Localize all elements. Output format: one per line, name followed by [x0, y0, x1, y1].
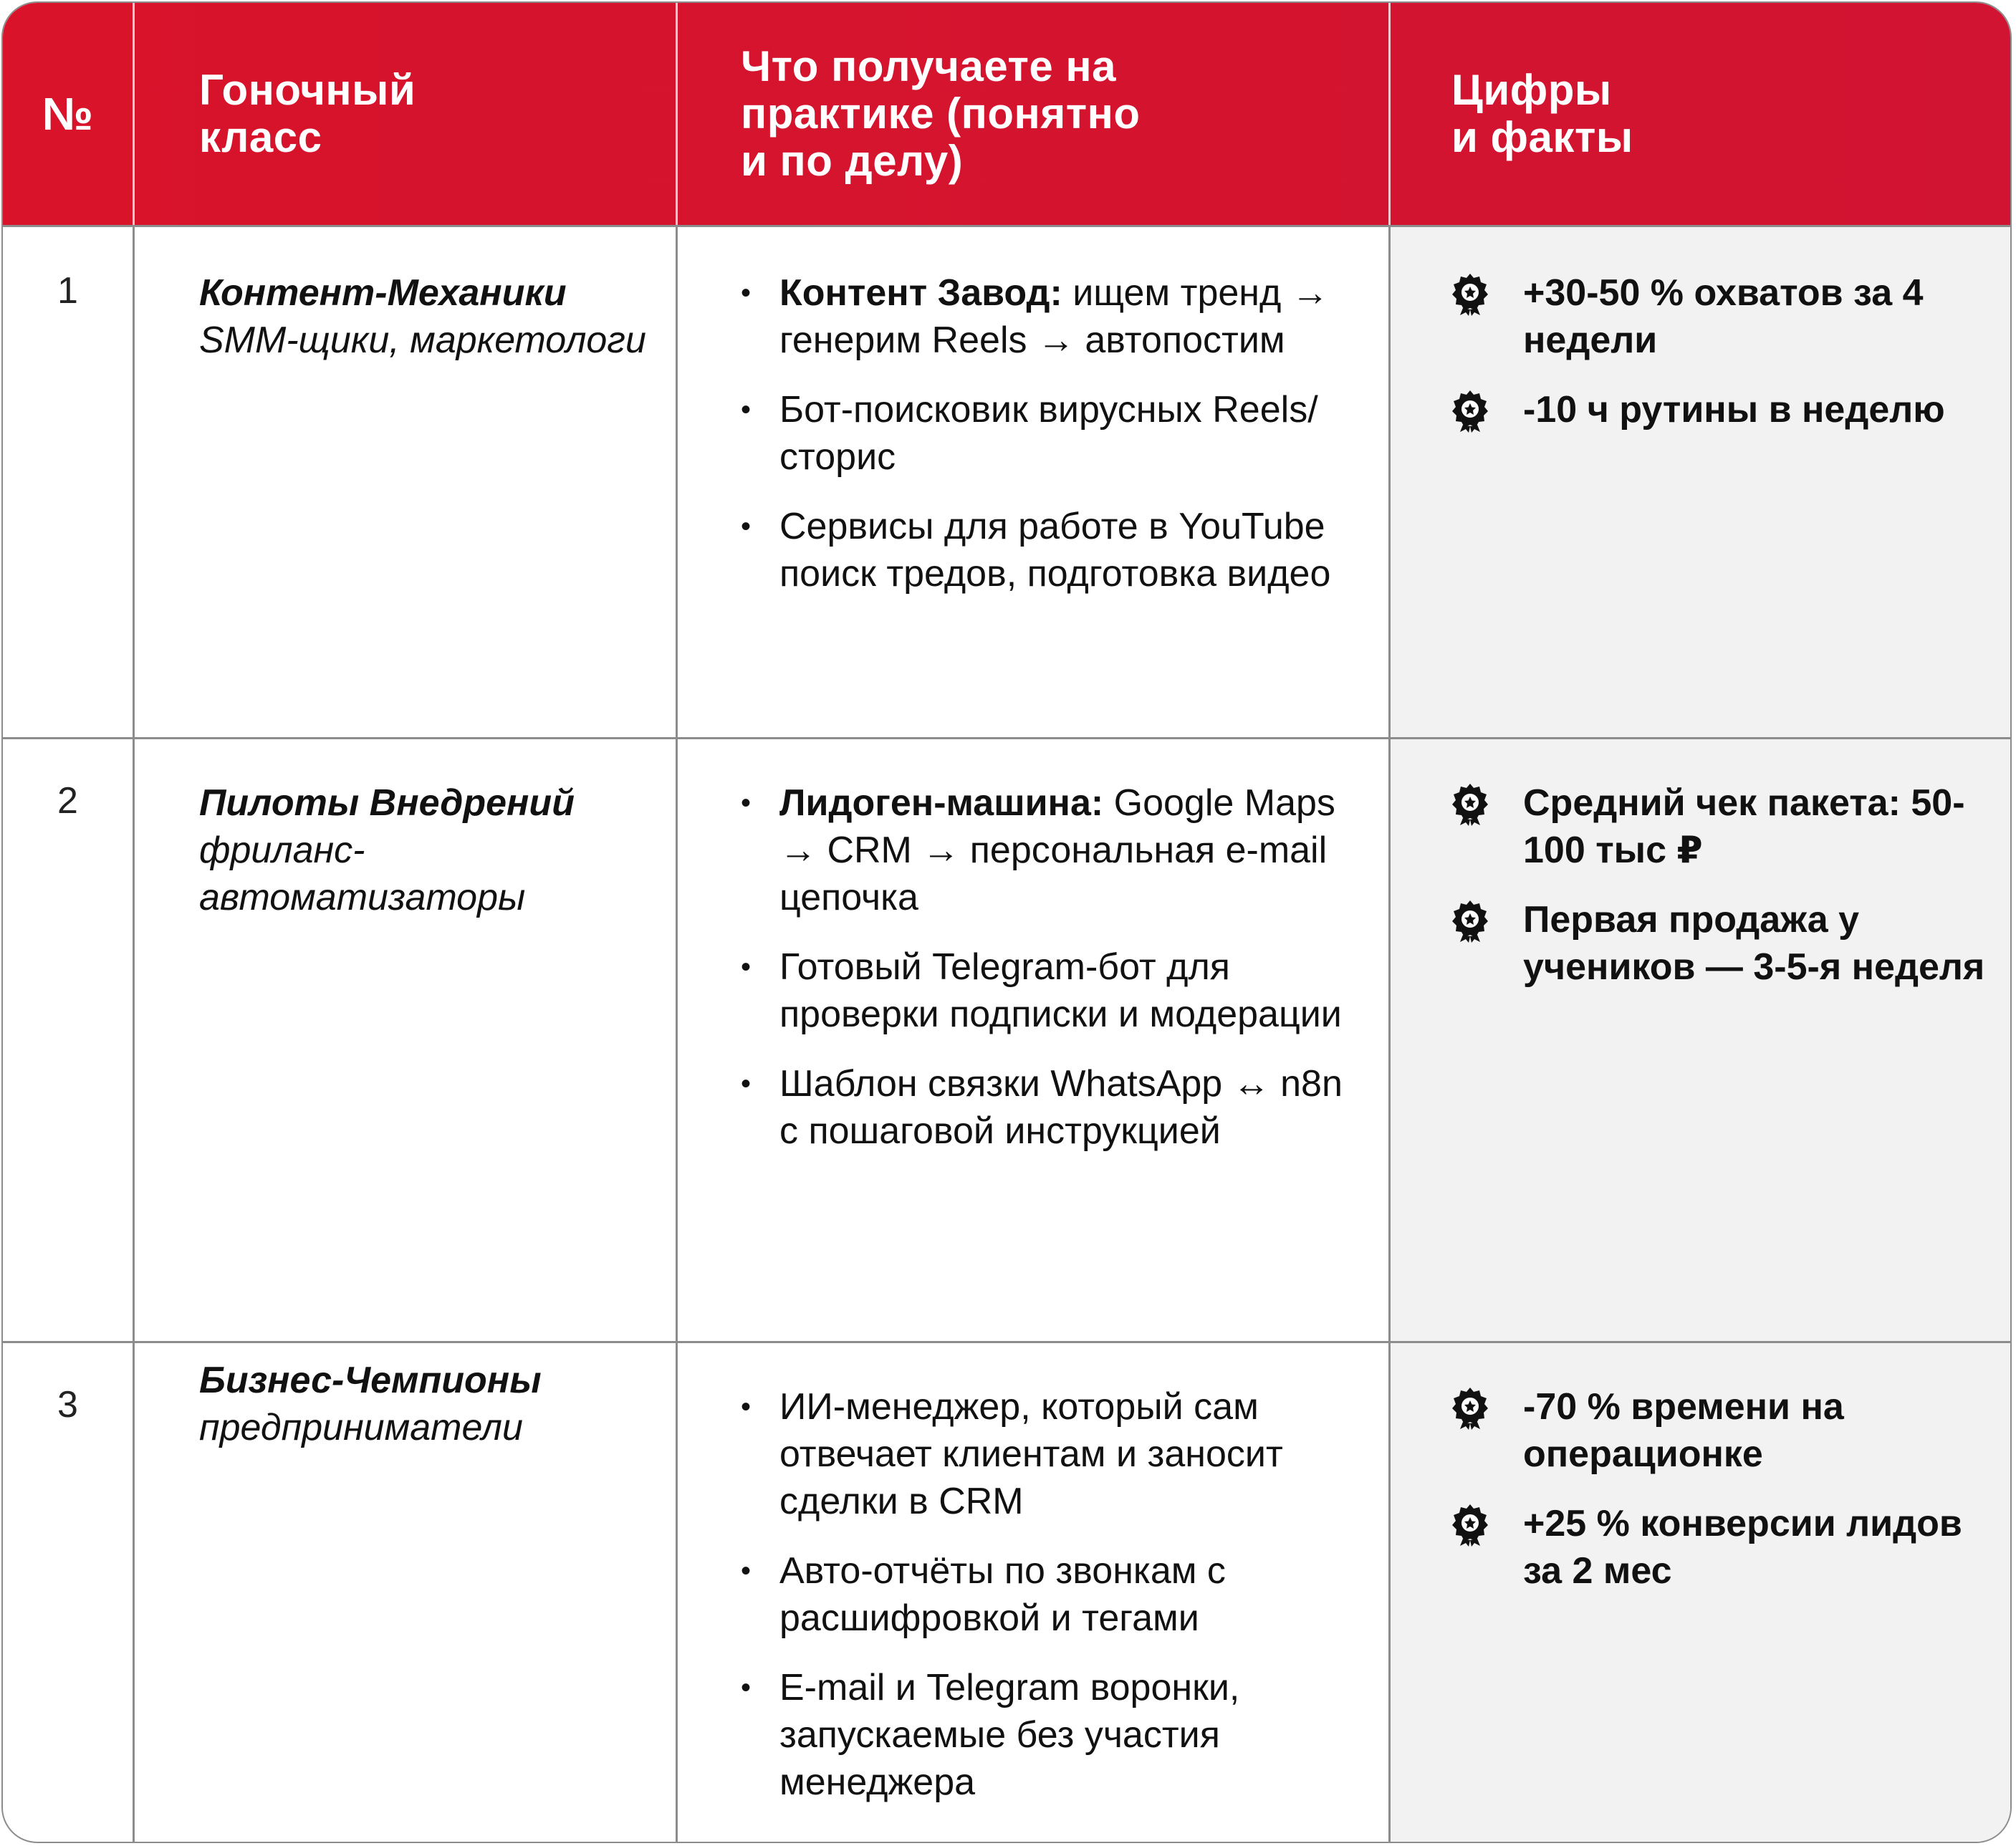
- fact-item: [1450, 269, 1995, 364]
- bullet-text: Шаблон связки WhatsApp ↔ n8n с пошаговой инструкцией: [779, 1063, 1343, 1152]
- bullet-text: ищем тренд → генерим Reels → автопостим: [779, 272, 1329, 361]
- row-divider: [3, 225, 2010, 227]
- header-divider: [133, 3, 135, 225]
- row-number: 1: [57, 270, 78, 312]
- bullet-text: Google Maps → CRM → персональная e-mail цепочка: [779, 782, 1335, 918]
- fact-text: Средний чек пакета: 50-100 тыс ₽: [1523, 782, 1965, 871]
- badge-icon: [1450, 1503, 1490, 1547]
- header-practice-cell: [741, 3, 1371, 225]
- column-divider: [133, 3, 135, 1842]
- fact-item: [1450, 1383, 1995, 1478]
- header-divider: [676, 3, 678, 225]
- practice-list: [741, 1383, 1357, 1828]
- practice-list: [741, 269, 1357, 620]
- bullet-icon: •: [741, 277, 752, 309]
- header-num-cell: [3, 3, 133, 225]
- list-item: [741, 503, 1357, 597]
- bullet-text: Бот-поисковик вирусных Reels/сторис: [779, 389, 1318, 478]
- header-class-cell: [199, 3, 658, 225]
- class-title: Пилоты Внедрений: [199, 782, 575, 824]
- fact-item: [1450, 779, 1995, 874]
- badge-icon: [1450, 1386, 1490, 1431]
- header-class: [199, 67, 416, 161]
- fact-item: [1450, 386, 1995, 433]
- practice-list: [741, 779, 1357, 1177]
- header-num: №: [42, 88, 94, 140]
- badge-icon: [1450, 272, 1490, 317]
- fact-text: -70 % времени на операционке: [1523, 1386, 1844, 1475]
- bullet-bold: Лидоген-машина:: [779, 782, 1104, 824]
- bullet-icon: •: [741, 394, 752, 426]
- row-divider: [3, 737, 2010, 739]
- class-title: Контент-Механики: [199, 272, 567, 314]
- header-facts-line: Цифры: [1451, 66, 1612, 114]
- facts-list: [1450, 269, 1995, 456]
- bullet-icon: •: [741, 1555, 752, 1587]
- list-item: [741, 386, 1357, 481]
- badge-icon: [1450, 899, 1490, 943]
- class-subtitle: фриланс-автоматизаторы: [199, 830, 526, 918]
- column-divider: [1388, 3, 1391, 1842]
- bullet-icon: •: [741, 1672, 752, 1703]
- header-practice-line: Что получаете на: [741, 42, 1116, 90]
- racing-class: [199, 779, 658, 921]
- header-facts-line: и факты: [1451, 113, 1633, 161]
- header-practice-line: и по делу): [741, 137, 964, 185]
- list-item: [741, 779, 1357, 921]
- row-number: 2: [57, 780, 78, 822]
- list-item: [741, 269, 1357, 364]
- class-title: Бизнес-Чемпионы: [199, 1360, 542, 1401]
- bullet-icon: •: [741, 511, 752, 542]
- header-class-line: Гоночный: [199, 66, 416, 114]
- badge-icon: [1450, 389, 1490, 433]
- bullet-text: Авто-отчёты по звонкам с расшифровкой и тегами: [779, 1550, 1226, 1639]
- facts-list: [1450, 779, 1995, 1013]
- comparison-table: [1, 1, 2012, 1843]
- bullet-icon: •: [741, 951, 752, 983]
- fact-text: +25 % конверсии лидов за 2 мес: [1523, 1503, 1962, 1592]
- header-divider: [1388, 3, 1391, 225]
- list-item: [741, 1664, 1357, 1806]
- list-item: [741, 1547, 1357, 1642]
- list-item: [741, 943, 1357, 1038]
- bullet-text: E-mail и Telegram воронки, запускаемые без участия менеджера: [779, 1667, 1240, 1803]
- header-practice-line: практике (понятно: [741, 90, 1141, 138]
- bullet-text: Готовый Telegram-бот для проверки подписки и модерации: [779, 946, 1342, 1035]
- fact-text: Первая продажа у учеников — 3-5-я неделя: [1523, 899, 1985, 988]
- bullet-icon: •: [741, 1391, 752, 1423]
- fact-item: [1450, 1500, 1995, 1595]
- fact-text: -10 ч рутины в неделю: [1523, 389, 1945, 431]
- header-practice: [741, 43, 1141, 185]
- class-subtitle: SMM-щики, маркетологи: [199, 319, 646, 361]
- row-number: 3: [57, 1384, 78, 1426]
- fact-text: +30-50 % охватов за 4 недели: [1523, 272, 1924, 361]
- fact-item: [1450, 896, 1995, 991]
- table-header: [3, 3, 2010, 225]
- bullet-text: Сервисы для работе в YouTube поиск тредов, подготовка видео: [779, 506, 1331, 595]
- bullet-bold: Контент Завод:: [779, 272, 1062, 314]
- column-divider: [676, 3, 678, 1842]
- racing-class: [199, 1357, 658, 1451]
- header-class-line: класс: [199, 113, 322, 161]
- list-item: [741, 1383, 1357, 1525]
- row-divider: [3, 1341, 2010, 1343]
- header-facts: [1451, 67, 1633, 161]
- list-item: [741, 1060, 1357, 1155]
- racing-class: [199, 269, 658, 364]
- class-subtitle: предприниматели: [199, 1407, 523, 1448]
- bullet-icon: •: [741, 1068, 752, 1100]
- header-facts-cell: [1451, 3, 1996, 225]
- badge-icon: [1450, 782, 1490, 827]
- facts-list: [1450, 1383, 1995, 1617]
- bullet-icon: •: [741, 787, 752, 819]
- bullet-text: ИИ-менеджер, который сам отвечает клиентам и заносит сделки в CRM: [779, 1386, 1283, 1522]
